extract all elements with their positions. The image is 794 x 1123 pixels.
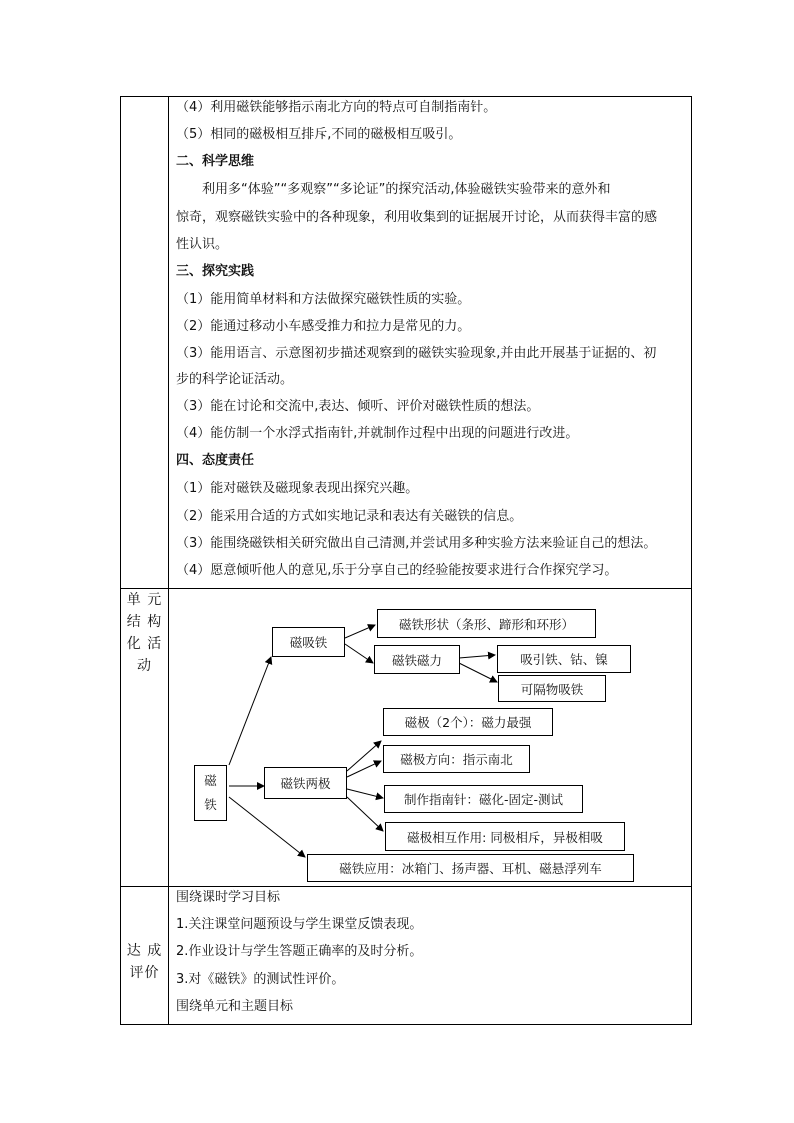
force-node: 磁铁磁力 xyxy=(374,645,460,674)
objective-line: （4）愿意倾听他人的意见,乐于分享自己的经验能按要求进行合作探究学习。 xyxy=(176,563,618,578)
attract-metals-node: 吸引铁、钴、镍 xyxy=(497,645,631,673)
objective-line: 性认识。 xyxy=(176,237,229,252)
root-node: 磁 铁 xyxy=(194,765,227,821)
pole-interaction-node: 磁极相互作用: 同极相斥，异极相吸 xyxy=(385,822,625,851)
evaluation-label: 达 成 评价 xyxy=(126,943,163,981)
section-heading: 三、探究实践 xyxy=(176,264,255,279)
evaluation-cell xyxy=(176,887,688,1026)
objective-line: （2）能采用合适的方式如实地记录和表达有关磁铁的信息。 xyxy=(176,509,523,524)
evaluation-line: 围绕单元和主题目标 xyxy=(176,999,294,1014)
objective-line: （3）能围绕磁铁相关研究做出自己清测,并尝试用多种实验方法来验证自己的想法。 xyxy=(176,536,657,551)
shape-node: 磁铁形状（条形、蹄形和环形） xyxy=(377,609,596,638)
structure-label: 单 元 结 构 化 活 动 xyxy=(126,592,163,674)
evaluation-line: 3.对《磁铁》的测试性评价。 xyxy=(176,972,345,987)
evaluation-line: 围绕课时学习目标 xyxy=(176,890,281,905)
objective-line: （4）利用磁铁能够指示南北方向的特点可自制指南针。 xyxy=(176,100,497,115)
objective-line: （1）能对磁铁及磁现象表现出探究兴趣。 xyxy=(176,481,419,496)
application-node: 磁铁应用：冰箱门、扬声器、耳机、磁悬浮列车 xyxy=(307,854,634,882)
objective-line: （3）能用语言、示意图初步描述观察到的磁铁实验现象,并由此开展基于证据的、初 xyxy=(176,346,657,361)
section-heading: 四、态度责任 xyxy=(176,453,255,468)
concept-map xyxy=(169,589,691,885)
objective-line: 惊奇，观察磁铁实验中的各种现象，利用收集到的证据展开讨论，从而获得丰富的感 xyxy=(176,210,658,225)
make-compass-node: 制作指南针：磁化-固定-测试 xyxy=(384,785,583,813)
section-heading: 二、科学思维 xyxy=(176,154,255,169)
objective-line: （5）相同的磁极相互排斥,不同的磁极相互吸引。 xyxy=(176,127,462,142)
through-objects-node: 可隔物吸铁 xyxy=(498,675,606,702)
attract-node: 磁吸铁 xyxy=(272,627,345,657)
objective-line: （2）能通过移动小车感受推力和拉力是常见的力。 xyxy=(176,319,471,334)
poles-node: 磁铁两极 xyxy=(264,767,347,799)
pole-direction-node: 磁极方向：指示南北 xyxy=(383,745,530,773)
objective-line: （3）能在讨论和交流中,表达、倾听、评价对磁铁性质的想法。 xyxy=(176,399,540,414)
objective-line: （4）能仿制一个水浮式指南针,并就制作过程中出现的问题进行改进。 xyxy=(176,426,579,441)
objective-line: 步的科学论证活动。 xyxy=(176,372,294,387)
pole-count-node: 磁极（2个）：磁力最强 xyxy=(383,708,553,736)
evaluation-line: 2.作业设计与学生答题正确率的及时分析。 xyxy=(176,944,423,959)
evaluation-line: 1.关注课堂问题预设与学生课堂反馈表现。 xyxy=(176,917,423,932)
objective-line: 利用多“体验”“多观察”“多论证”的探究活动,体验磁铁实验带来的意外和 xyxy=(176,182,611,197)
objectives-cell xyxy=(176,97,688,588)
lesson-plan-table xyxy=(120,96,692,1025)
objective-line: （1）能用简单材料和方法做探究磁铁性质的实验。 xyxy=(176,292,471,307)
